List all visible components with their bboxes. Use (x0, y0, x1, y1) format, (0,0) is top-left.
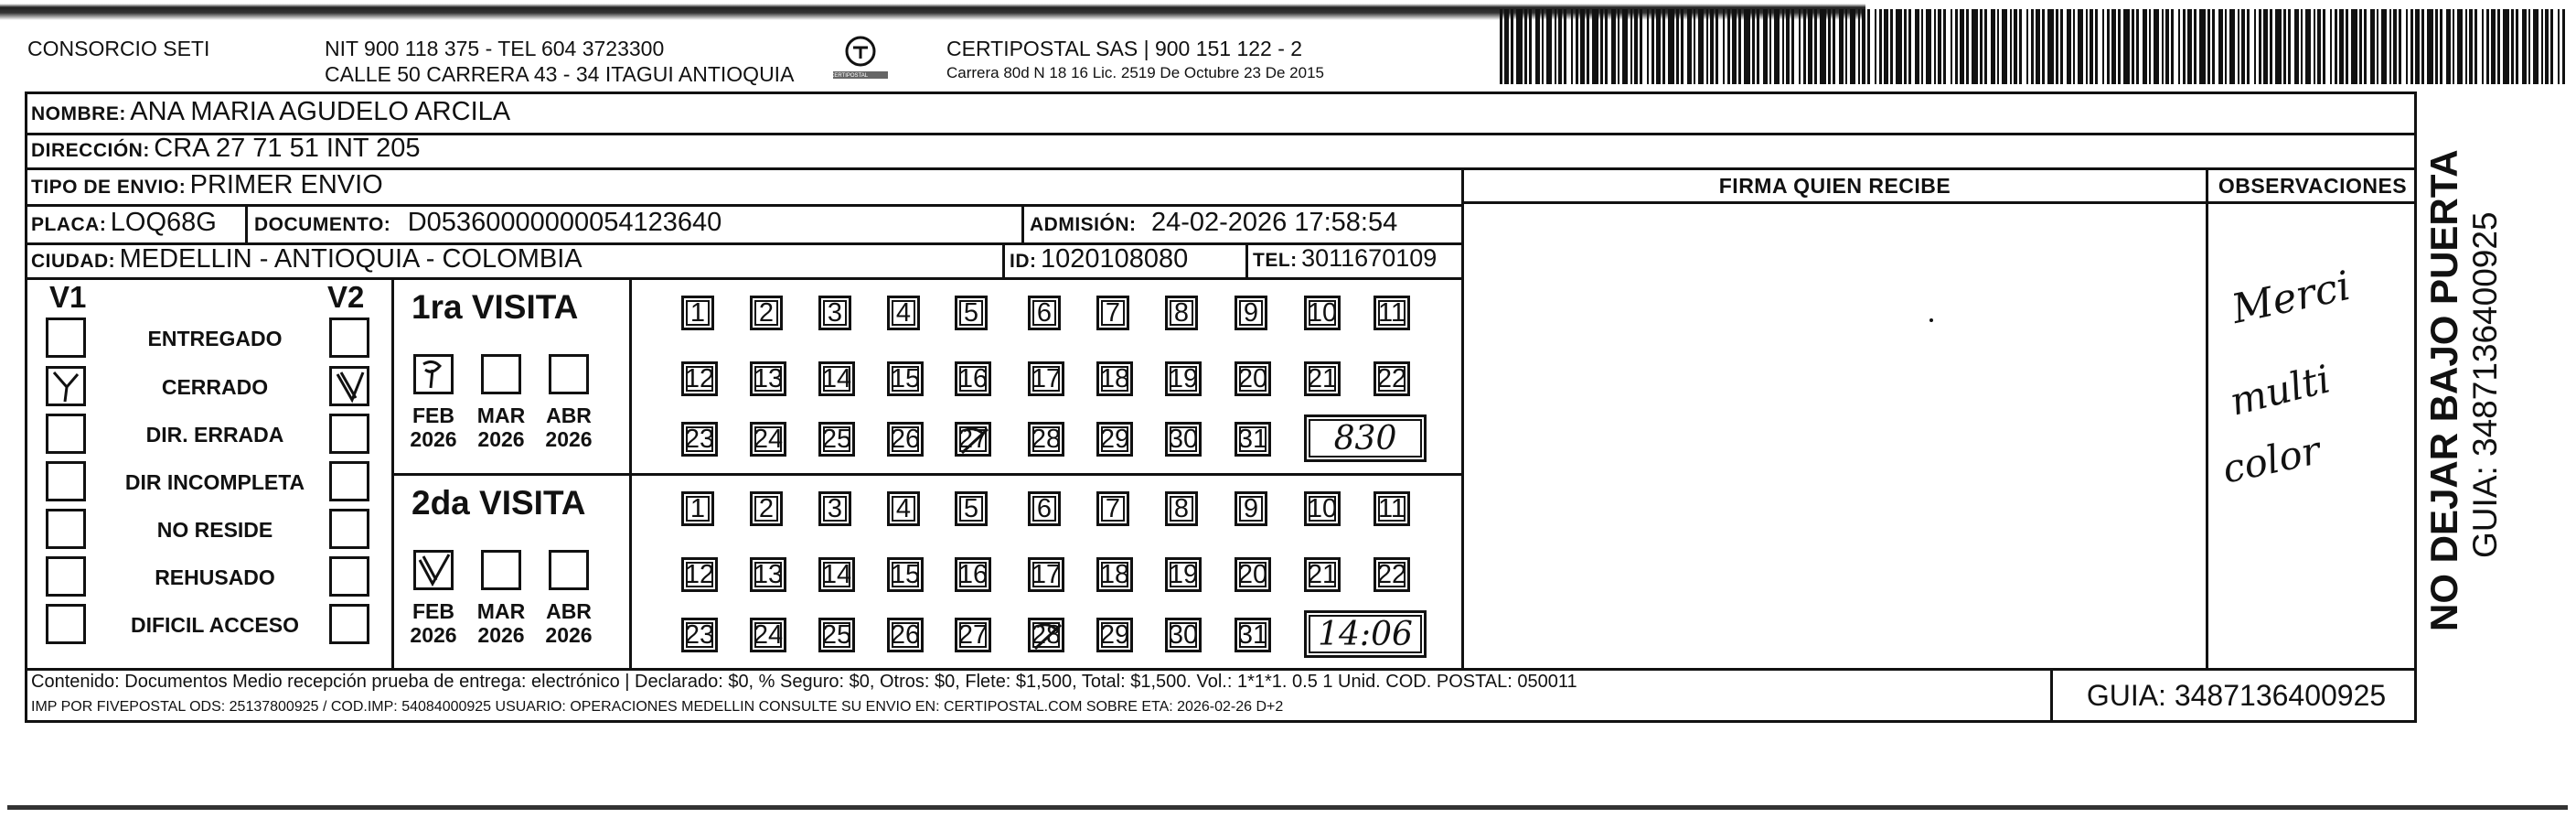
day-number: 11 (1377, 493, 1406, 523)
day-number: 10 (1307, 493, 1338, 523)
status-label: REHUSADO (155, 565, 275, 589)
id-row (1010, 244, 1188, 274)
day-number: 9 (1243, 297, 1259, 328)
day-number: 13 (753, 559, 784, 589)
month-label (408, 404, 459, 451)
day-box[interactable] (1096, 618, 1133, 652)
day-number: 27 (957, 424, 989, 454)
admision-value: 24-02-2026 17:58:54 (1150, 208, 1398, 237)
month-name: MAR (476, 599, 526, 623)
v1-checkbox[interactable] (46, 461, 86, 501)
day-box[interactable] (1096, 422, 1133, 457)
month-name: FEB (412, 404, 454, 427)
month-year: 2026 (477, 623, 525, 647)
month-name: FEB (412, 599, 454, 623)
v1-label: V1 (49, 280, 87, 314)
v1-checkbox[interactable] (46, 318, 86, 358)
day-box[interactable] (1096, 296, 1129, 330)
day-box[interactable] (1235, 491, 1267, 526)
day-box[interactable] (955, 296, 988, 330)
day-number: 20 (1237, 363, 1268, 393)
v2-checkbox[interactable] (329, 509, 369, 549)
day-number: 31 (1237, 424, 1268, 454)
day-number: 25 (821, 424, 852, 454)
day-number: 24 (753, 619, 784, 650)
day-number: 10 (1307, 297, 1338, 328)
tel-label: TEL: (1253, 250, 1298, 271)
day-number: 25 (821, 619, 852, 650)
day-number: 13 (753, 363, 784, 393)
day-number: 6 (1036, 493, 1053, 523)
day-number: 21 (1307, 363, 1338, 393)
day-box[interactable] (818, 422, 855, 457)
documento-label: DOCUMENTO: (254, 214, 391, 235)
nombre-row (31, 97, 510, 127)
day-number: 1 (689, 493, 706, 523)
day-box[interactable] (887, 557, 924, 592)
month-name: MAR (476, 404, 526, 427)
license-line: Carrera 80d N 18 16 Lic. 2519 De Octubre 23 De 2015 (946, 64, 1324, 81)
month-checkbox[interactable] (481, 354, 521, 394)
month-label (543, 599, 594, 647)
day-box[interactable] (1165, 296, 1198, 330)
month-label (476, 599, 527, 647)
v2-checkbox[interactable] (329, 318, 369, 358)
visit-title: 2da VISITA (412, 484, 586, 522)
tel-row (1253, 244, 1437, 273)
day-number: 1 (689, 297, 706, 328)
day-box[interactable] (681, 361, 718, 396)
day-box[interactable] (887, 491, 920, 526)
day-box[interactable] (1165, 491, 1198, 526)
documento-row (254, 208, 721, 238)
month-year: 2026 (410, 427, 457, 451)
day-strike-mark (957, 422, 993, 463)
day-box[interactable] (1165, 557, 1202, 592)
nombre-label: NOMBRE: (31, 103, 126, 124)
day-box[interactable] (955, 361, 991, 396)
day-number: 3 (827, 493, 843, 523)
ciudad-row (31, 244, 583, 274)
day-box[interactable] (818, 296, 851, 330)
status-label: CERRADO (161, 375, 269, 399)
day-box[interactable] (750, 296, 783, 330)
day-box[interactable] (681, 557, 718, 592)
ciudad-label: CIUDAD: (31, 251, 116, 272)
day-box[interactable] (1028, 422, 1064, 457)
day-number: 18 (1099, 363, 1130, 393)
placa-value: LOQ68G (110, 208, 217, 237)
tipo-row (31, 170, 383, 200)
day-number: 19 (1168, 559, 1199, 589)
day-number: 31 (1237, 619, 1268, 650)
day-box[interactable] (681, 618, 718, 652)
placa-label: PLACA: (31, 214, 107, 235)
day-number: 5 (963, 493, 979, 523)
day-box[interactable] (750, 618, 786, 652)
day-number: 17 (1031, 363, 1062, 393)
placa-row (31, 208, 217, 238)
day-box[interactable] (1304, 491, 1341, 526)
day-box[interactable] (1374, 557, 1410, 592)
no-dejar-bajo-puerta: NO DEJAR BAJO PUERTA (2422, 149, 2465, 631)
day-box[interactable] (955, 491, 988, 526)
month-year: 2026 (477, 427, 525, 451)
day-box[interactable] (1235, 557, 1271, 592)
time-box[interactable] (1304, 610, 1427, 658)
status-label: ENTREGADO (147, 327, 283, 350)
certipostal-logo (828, 33, 893, 88)
day-number: 18 (1099, 559, 1130, 589)
observation-line-2: multi (2225, 356, 2335, 425)
side-guia: GUIA: 3487136400925 (2466, 211, 2504, 558)
v1-checkbox[interactable] (46, 604, 86, 644)
day-number: 7 (1105, 493, 1121, 523)
day-number: 11 (1377, 297, 1406, 328)
direccion-value: CRA 27 71 51 INT 205 (154, 134, 421, 163)
month-name: ABR (546, 599, 592, 623)
day-box[interactable] (681, 422, 718, 457)
day-number: 7 (1105, 297, 1121, 328)
day-number: 27 (957, 619, 989, 650)
day-number: 24 (753, 424, 784, 454)
day-box[interactable] (818, 361, 855, 396)
day-box[interactable] (1374, 491, 1410, 526)
day-number: 15 (890, 363, 921, 393)
day-number: 4 (895, 297, 912, 328)
address-line: CALLE 50 CARRERA 43 - 34 ITAGUI ANTIOQUIA (325, 62, 795, 86)
day-number: 22 (1376, 559, 1407, 589)
tipo-value: PRIMER ENVIO (189, 170, 383, 199)
day-box[interactable] (1165, 361, 1202, 396)
ciudad-value: MEDELLIN - ANTIOQUIA - COLOMBIA (119, 244, 583, 274)
day-number: 4 (895, 493, 912, 523)
day-box[interactable] (1304, 557, 1341, 592)
day-number: 23 (684, 619, 715, 650)
month-year: 2026 (410, 623, 457, 647)
footer-contenido: Contenido: Documentos Medio recepción prueba de entrega: electrónico | Declarado: $0, % Seguro: $0, Otros: $0, Flete: $1,500, Total: $1,500. Vol.: 1*1*1. 0.5 1 Unid. COD. POSTAL: 050011 (31, 672, 1577, 692)
v2-checkbox[interactable] (329, 556, 369, 597)
month-checkbox-checked[interactable] (413, 550, 454, 590)
day-number: 8 (1173, 493, 1190, 523)
month-label (408, 599, 459, 647)
v1-checkbox-checked[interactable] (46, 366, 86, 406)
signature-dot (1929, 318, 1933, 322)
day-number: 6 (1036, 297, 1053, 328)
bottom-rule (7, 805, 2568, 810)
day-number: 30 (1168, 619, 1199, 650)
day-number: 22 (1376, 363, 1407, 393)
day-number: 5 (963, 297, 979, 328)
id-value: 1020108080 (1040, 244, 1189, 274)
day-box[interactable] (955, 618, 991, 652)
day-box[interactable] (1235, 361, 1271, 396)
v2-checkbox[interactable] (329, 461, 369, 501)
id-label: ID: (1010, 251, 1037, 272)
day-box[interactable] (1304, 296, 1341, 330)
day-box[interactable] (887, 422, 924, 457)
day-box[interactable] (1374, 361, 1410, 396)
day-box[interactable] (1304, 361, 1341, 396)
barcode (1500, 9, 2570, 84)
status-label: DIFICIL ACCESO (130, 613, 299, 637)
firma-header: FIRMA QUIEN RECIBE (1718, 174, 1951, 198)
month-label (476, 404, 527, 451)
day-box[interactable] (1165, 618, 1202, 652)
v2-checkbox[interactable] (329, 604, 369, 644)
day-box[interactable] (1235, 422, 1271, 457)
day-number: 21 (1307, 559, 1338, 589)
time-box[interactable] (1304, 414, 1427, 462)
visit-title: 1ra VISITA (412, 288, 579, 326)
day-number: 26 (890, 619, 921, 650)
v2-checkbox[interactable] (329, 414, 369, 454)
v2-checkbox-checked[interactable] (329, 366, 369, 406)
day-number: 8 (1173, 297, 1190, 328)
day-box[interactable] (750, 422, 786, 457)
status-label: DIR INCOMPLETA (124, 470, 305, 494)
observation-line-1: Merci (2228, 262, 2355, 334)
day-box[interactable] (1096, 361, 1133, 396)
company-name: CONSORCIO SETI (27, 37, 210, 60)
day-number: 19 (1168, 363, 1199, 393)
day-box[interactable] (1235, 618, 1271, 652)
observaciones-header: OBSERVACIONES (2218, 174, 2408, 198)
day-box[interactable] (887, 618, 924, 652)
day-box[interactable] (955, 557, 991, 592)
day-box[interactable] (818, 491, 851, 526)
direccion-row (31, 134, 421, 164)
day-box[interactable] (1096, 557, 1133, 592)
day-number: 20 (1237, 559, 1268, 589)
admision-label: ADMISIÓN: (1030, 214, 1137, 235)
status-label: DIR. ERRADA (145, 423, 284, 447)
day-number: 17 (1031, 559, 1062, 589)
tipo-label: TIPO DE ENVIO: (31, 177, 187, 198)
day-number: 16 (957, 559, 989, 589)
certipostal-line: CERTIPOSTAL SAS | 900 151 122 - 2 (946, 37, 1303, 60)
month-year: 2026 (545, 427, 593, 451)
day-number: 14 (821, 559, 852, 589)
day-box[interactable] (681, 491, 714, 526)
day-box[interactable] (1235, 296, 1267, 330)
tel-value: 3011670109 (1301, 244, 1438, 272)
v2-label: V2 (327, 280, 365, 314)
v1-checkbox[interactable] (46, 509, 86, 549)
day-box[interactable] (1028, 361, 1064, 396)
day-number: 16 (957, 363, 989, 393)
footer-guia: GUIA: 3487136400925 (2086, 679, 2387, 712)
day-number: 2 (758, 493, 775, 523)
day-number: 28 (1031, 619, 1062, 650)
documento-value: D05360000000054123640 (407, 208, 722, 237)
nit-line: NIT 900 118 375 - TEL 604 3723300 (325, 37, 665, 60)
day-strike-mark (1030, 618, 1066, 659)
day-box[interactable] (750, 491, 783, 526)
day-box[interactable] (887, 361, 924, 396)
day-box[interactable] (1374, 296, 1410, 330)
day-number: 29 (1099, 424, 1130, 454)
admision-row (1030, 208, 1397, 238)
day-number: 3 (827, 297, 843, 328)
day-box[interactable] (818, 618, 855, 652)
logo-text: CERTIPOSTAL (830, 73, 869, 79)
month-name: ABR (546, 404, 592, 427)
day-number: 23 (684, 424, 715, 454)
day-number: 28 (1031, 424, 1062, 454)
day-box[interactable] (1165, 422, 1202, 457)
day-number: 9 (1243, 493, 1259, 523)
day-number: 30 (1168, 424, 1199, 454)
month-checkbox[interactable] (481, 550, 521, 590)
day-number: 12 (684, 559, 715, 589)
status-label: NO RESIDE (156, 518, 273, 542)
handwritten-time: 14:06 (1318, 615, 1413, 653)
day-box[interactable] (750, 557, 786, 592)
v1-checkbox[interactable] (46, 414, 86, 454)
day-box[interactable] (818, 557, 855, 592)
day-box[interactable] (750, 361, 786, 396)
month-checkbox[interactable] (549, 354, 589, 394)
day-box[interactable] (1028, 557, 1064, 592)
day-box[interactable] (1028, 296, 1061, 330)
v1-checkbox[interactable] (46, 556, 86, 597)
day-box[interactable] (887, 296, 920, 330)
nombre-value: ANA MARIA AGUDELO ARCILA (130, 97, 511, 126)
direccion-label: DIRECCIÓN: (31, 140, 150, 161)
day-box[interactable] (1096, 491, 1129, 526)
month-year: 2026 (545, 623, 593, 647)
day-number: 15 (890, 559, 921, 589)
day-box[interactable] (1028, 491, 1061, 526)
month-checkbox[interactable] (549, 550, 589, 590)
day-number: 29 (1099, 619, 1130, 650)
day-number: 14 (821, 363, 852, 393)
footer-imp: IMP POR FIVEPOSTAL ODS: 25137800925 / COD.IMP: 54084000925 USUARIO: OPERACIONES MEDELLIN CONSULTE SU ENVIO EN: CERTIPOSTAL.COM SOBRE ETA: 2026-02-26 D+2 (31, 699, 1284, 715)
day-number: 2 (758, 297, 775, 328)
day-number: 12 (684, 363, 715, 393)
month-checkbox-checked[interactable] (413, 354, 454, 394)
observation-line-3: color (2218, 427, 2325, 492)
month-label (543, 404, 594, 451)
day-number: 26 (890, 424, 921, 454)
handwritten-time: 830 (1333, 419, 1397, 457)
day-box[interactable] (681, 296, 714, 330)
